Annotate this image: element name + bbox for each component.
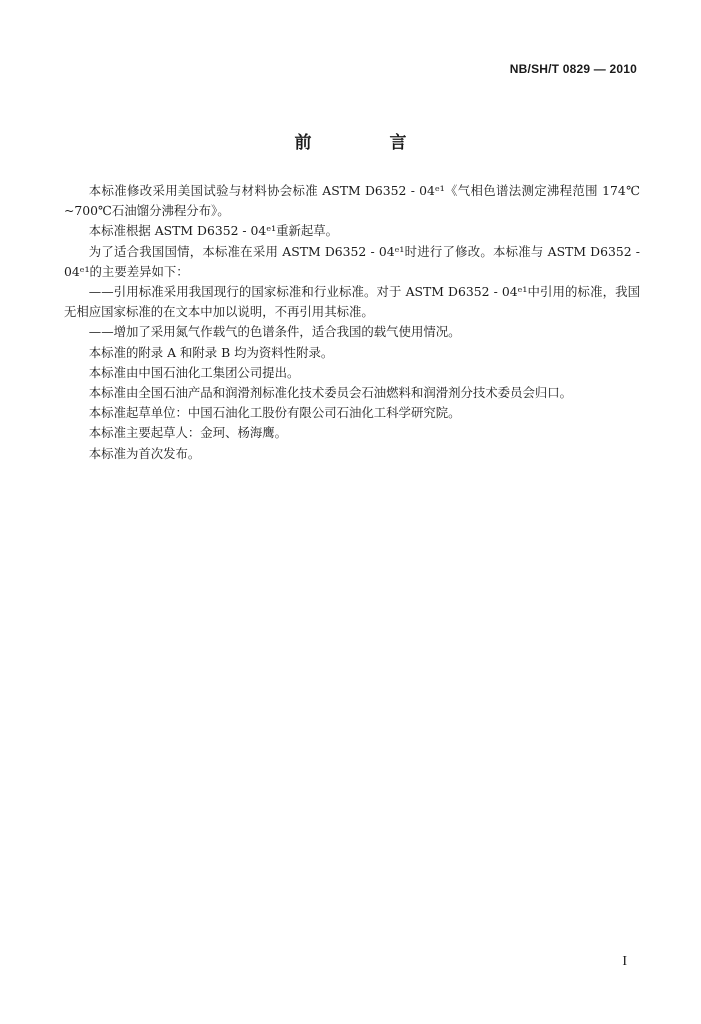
paragraph: 为了适合我国国情，本标准在采用 ASTM D6352 - 04ᵉ¹时进行了修改。本标准与 ASTM D6352 - 04ᵉ¹的主要差异如下：: [64, 243, 640, 279]
page-title: 前 言: [294, 133, 443, 153]
paragraph: 本标准修改采用美国试验与材料协会标准 ASTM D6352 - 04ᵉ¹《气相色谱法测定沸程范围 174℃ ~700℃石油馏分沸程分布》。: [64, 183, 640, 219]
paragraph: 本标准为首次发布。: [88, 445, 201, 461]
paragraph: 本标准根据 ASTM D6352 - 04ᵉ¹重新起草。: [88, 223, 339, 239]
paragraph: 本标准主要起草人：金珂、杨海鹰。: [88, 425, 288, 441]
paragraph: 本标准起草单位：中国石油化工股份有限公司石油化工科学研究院。: [88, 405, 461, 421]
paragraph: ——引用标准采用我国现行的国家标准和行业标准。对于 ASTM D6352 - 04ᵉ¹中引用的标准，我国无相应国家标准的在文本中加以说明，不再引用其标准。: [64, 284, 640, 320]
standard-code: NB/SH/T 0829 — 2010: [509, 62, 637, 76]
paragraph: 本标准由全国石油产品和润滑剂标准化技术委员会石油燃料和润滑剂分技术委员会归口。: [88, 385, 573, 401]
paragraph: ——增加了采用氮气作载气的色谱条件，适合我国的载气使用情况。: [88, 324, 461, 340]
body-text: [64, 181, 640, 464]
page-number: I: [622, 954, 627, 969]
paragraph: 本标准由中国石油化工集团公司提出。: [88, 364, 300, 380]
paragraph: 本标准的附录 A 和附录 B 均为资料性附录。: [88, 344, 334, 360]
